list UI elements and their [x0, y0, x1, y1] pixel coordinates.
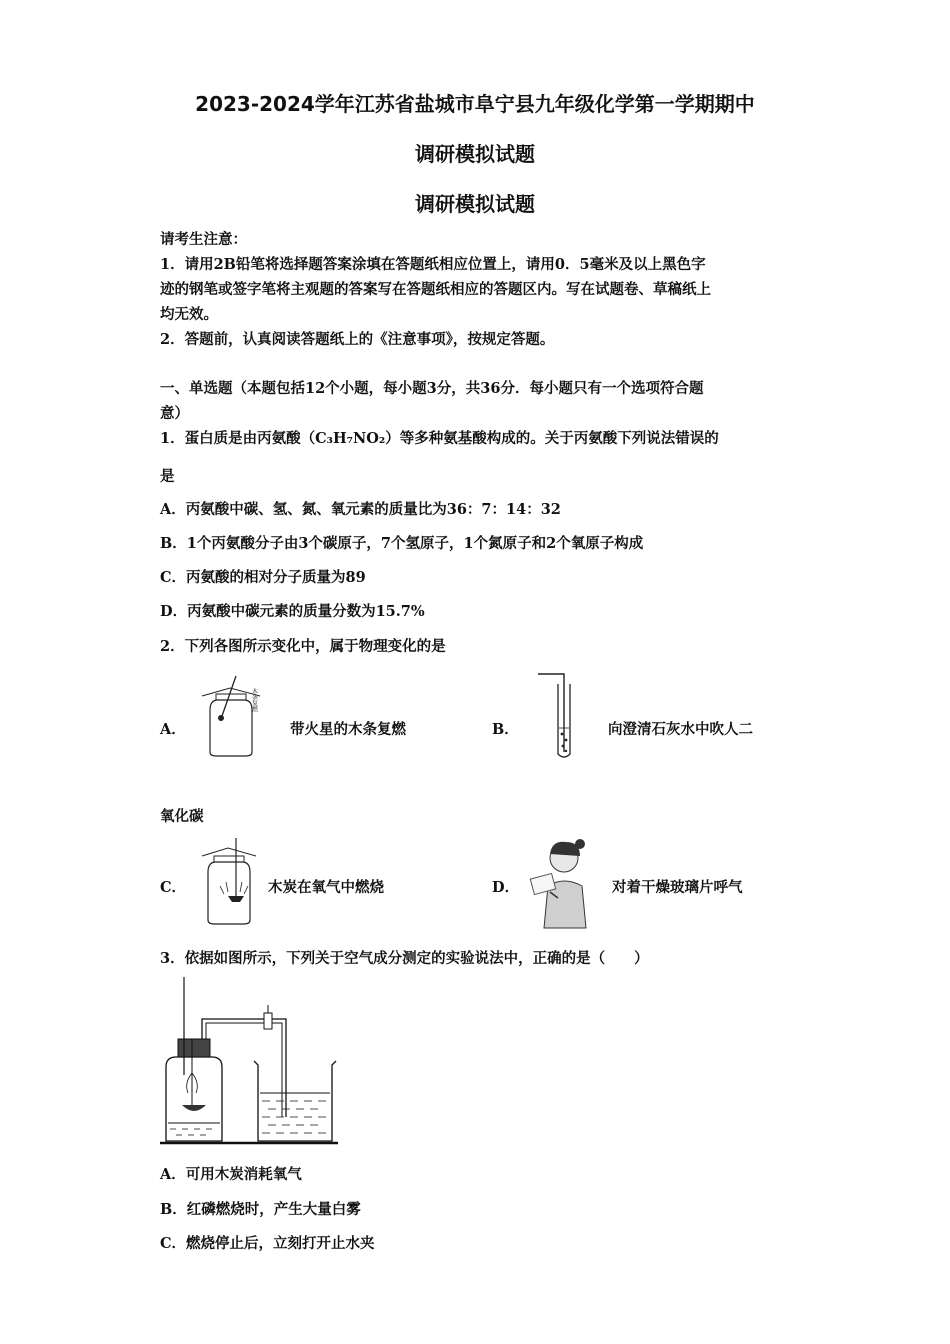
q3-stem: 3．依据如图所示，下列关于空气成分测定的实验说法中，正确的是（ ） [160, 950, 649, 967]
q2-c-jar-figure [198, 836, 262, 928]
q3-option-b: B．红磷燃烧时，产生大量白雾 [160, 1201, 361, 1218]
q2-b-label: B． [492, 721, 519, 738]
notice-item-2: 2．答题前，认真阅读答题纸上的《注意事项》，按规定答题。 [160, 331, 555, 348]
page-title: 2023-2024学年江苏省盐城市阜宁县九年级化学第一学期期中 [195, 92, 755, 116]
q2-d-girl-figure [528, 836, 602, 930]
notice-heading: 请考生注意： [160, 231, 247, 248]
q2-d-text: 对着干燥玻璃片呼气 [612, 879, 743, 896]
page-subtitle: 调研模拟试题 [415, 142, 535, 166]
q1-option-b: B．1个丙氨酸分子由3个碳原子，7个氢原子，1个氮原子和2个氧原子构成 [160, 535, 644, 552]
q1-stem-line-1: 1．蛋白质是由丙氨酸（C₃H₇NO₂）等多种氨基酸构成的。关于丙氨酸下列说法错误的 [160, 430, 719, 447]
q2-a-fig-label: 木条复燃 [250, 688, 258, 712]
q2-a-text: 带火星的木条复燃 [290, 721, 406, 738]
q2-b-text-continued: 氧化碳 [160, 808, 204, 825]
notice-item-1-line-1: 1．请用2B铅笔将选择题答案涂填在答题纸相应位置上，请用0．5毫米及以上黑色字 [160, 256, 706, 273]
page-subtitle-repeat: 调研模拟试题 [415, 192, 535, 216]
q2-a-jar-figure [196, 670, 268, 760]
q3-option-a: A．可用木炭消耗氧气 [160, 1166, 302, 1183]
q1-option-a: A．丙氨酸中碳、氢、氮、氧元素的质量比为36：7：14：32 [160, 501, 561, 518]
q1-option-c: C．丙氨酸的相对分子质量为89 [160, 569, 366, 586]
q1-stem-line-2: 是 [160, 468, 175, 485]
notice-item-1-line-3: 均无效。 [160, 306, 218, 323]
notice-item-1-line-2: 迹的钢笔或签字笔将主观题的答案写在答题纸相应的答题区内。写在试题卷、草稿纸上 [160, 281, 711, 298]
q2-b-text: 向澄清石灰水中吹人二 [608, 721, 753, 738]
q2-b-test-tube-figure [534, 668, 584, 762]
q3-apparatus-figure [158, 975, 344, 1147]
q2-a-label: A． [160, 721, 186, 738]
q2-c-label: C． [160, 879, 187, 896]
q2-stem: 2．下列各图所示变化中，属于物理变化的是 [160, 638, 446, 655]
q2-c-text: 木炭在氧气中燃烧 [268, 879, 384, 896]
section-heading-line-1: 一、单选题（本题包括12个小题，每小题3分，共36分．每小题只有一个选项符合题 [160, 380, 704, 397]
q2-d-label: D． [492, 879, 520, 896]
q1-option-d: D．丙氨酸中碳元素的质量分数为15.7% [160, 603, 425, 620]
section-heading-line-2: 意） [160, 405, 189, 422]
q3-option-c: C．燃烧停止后，立刻打开止水夹 [160, 1235, 375, 1252]
